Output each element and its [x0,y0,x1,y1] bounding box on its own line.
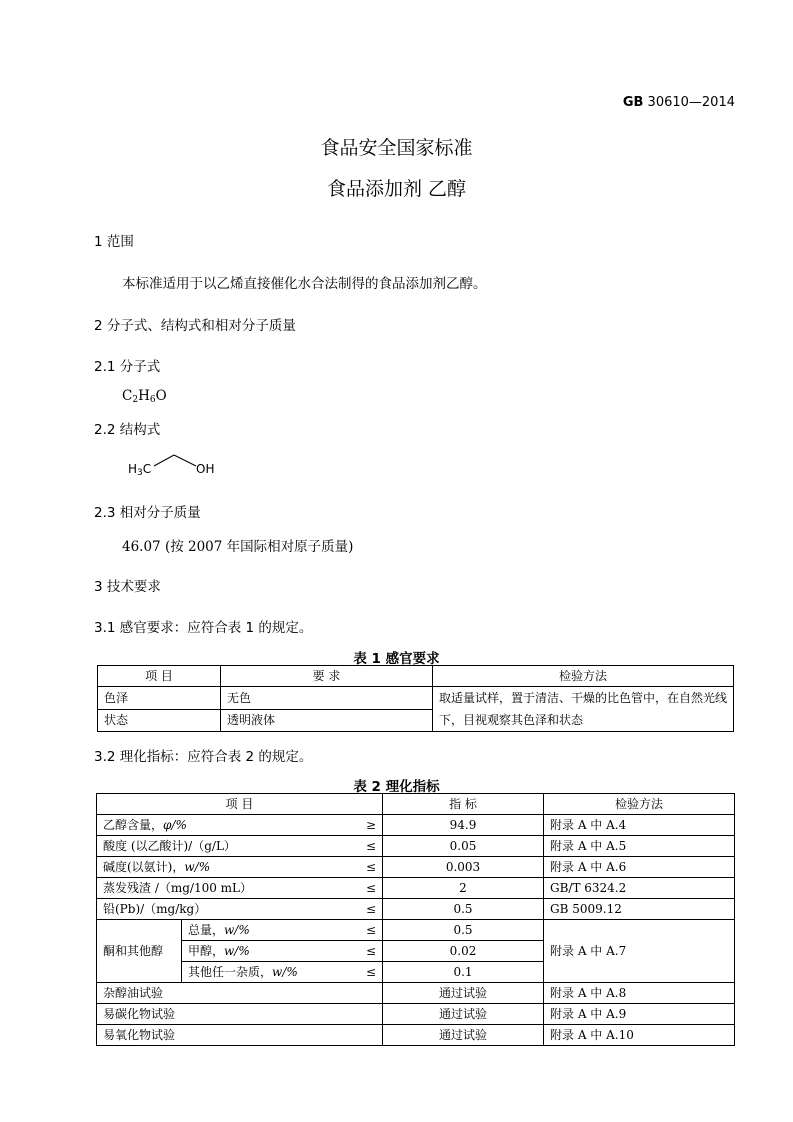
structure-left-group: $H_3C$ [128,462,152,478]
section-2-1-heading: 2.1 分子式 [94,359,161,375]
section-2-2-heading: 2.2 结构式 [94,422,161,438]
table-header-cell: 项 目 [98,666,221,687]
document-subtitle: 食品添加剂 乙醇 [326,178,467,200]
table-cell: 其他任一杂质，w/% [182,962,351,983]
table-cell: 状态 [98,709,221,732]
section-3-1-heading: 3.1 感官要求：应符合表 1 的规定。 [94,620,313,636]
table-cell: ≤ [350,857,383,878]
table-row [97,836,735,857]
table-cell: 甲醇，w/% [182,941,351,962]
table-header-cell: 项 目 [97,794,383,815]
table-cell: 酸度 (以乙酸计)/（g/L） [97,836,351,857]
section-3-heading: 3 技术要求 [94,579,161,595]
table-row [97,815,735,836]
table-cell: 0.1 [383,962,544,983]
physicochemical-table [96,793,735,1046]
table-cell: 94.9 [383,815,544,836]
table-cell: 2 [383,878,544,899]
table-cell: 0.5 [383,899,544,920]
table-cell: 附录 A 中 A.6 [544,857,735,878]
table-cell: 乙醇含量，φ/% [97,815,351,836]
table-cell: ≤ [350,836,383,857]
standard-code [623,95,735,110]
table-cell: 通过试验 [383,983,544,1004]
structure-hydroxyl: OH [196,462,215,476]
table-cell: 0.003 [383,857,544,878]
table-1-caption: 表 1 感官要求 [353,651,440,667]
standard-code-number: 30610—2014 [643,95,735,110]
molecular-weight-text: 46.07 (按 2007 年国际相对原子质量) [122,539,354,555]
standard-code-prefix: GB [622,95,644,110]
molecular-formula: $C_2H_6O$ [122,388,167,405]
section-2-heading: 2 分子式、结构式和相对分子质量 [94,318,296,334]
table-row [97,878,735,899]
table-cell: 透明液体 [221,709,433,732]
table-cell: 通过试验 [383,1025,544,1046]
table-row [97,1004,735,1025]
table-cell: 附录 A 中 A.10 [544,1025,735,1046]
table-cell: GB/T 6324.2 [544,878,735,899]
table-cell: 0.05 [383,836,544,857]
table-cell: 易碳化物试验 [97,1004,383,1025]
table-cell: 通过试验 [383,1004,544,1025]
section-1-text: 本标准适用于以乙烯直接催化水合法制得的食品添加剂乙醇。 [122,276,487,292]
table-cell: ≤ [350,899,383,920]
table-group-label: 酮和其他醇 [97,920,182,983]
table-cell: 附录 A 中 A.5 [544,836,735,857]
table-row [97,857,735,878]
table-cell: 色泽 [98,687,221,710]
sensory-table [97,665,734,732]
table-cell: 无色 [221,687,433,710]
section-3-2-heading: 3.2 理化指标：应符合表 2 的规定。 [94,749,313,765]
table-cell: 蒸发残渣 /（mg/100 mL） [97,878,351,899]
section-2-3-heading: 2.3 相对分子质量 [94,505,201,521]
table-cell: 附录 A 中 A.9 [544,1004,735,1025]
table-cell: ≥ [350,815,383,836]
table-cell: ≤ [350,962,383,983]
table-cell: 总量，w/% [182,920,351,941]
table-cell: 0.02 [383,941,544,962]
table-2-caption: 表 2 理化指标 [353,779,440,795]
table-row [97,1025,735,1046]
table-header-cell: 要 求 [221,666,433,687]
table-cell: GB 5009.12 [544,899,735,920]
document-title: 食品安全国家标准 [320,137,473,159]
table-cell: 附录 A 中 A.7 [544,920,735,983]
table-cell: 0.5 [383,920,544,941]
table-row [97,920,735,941]
table-row [97,899,735,920]
table-header-cell: 检验方法 [544,794,735,815]
table-cell: 铅(Pb)/（mg/kg） [97,899,351,920]
table-header-cell: 检验方法 [433,666,734,687]
table-cell: ≤ [350,920,383,941]
table-cell: 附录 A 中 A.8 [544,983,735,1004]
table-cell: 取适量试样，置于清洁、干燥的比色管中，在自然光线下，目视观察其色泽和状态 [433,687,734,732]
table-header-cell: 指 标 [383,794,544,815]
structure-bonds [152,452,202,474]
table-row [97,983,735,1004]
section-1-heading: 1 范围 [94,234,134,250]
table-cell: 杂醇油试验 [97,983,383,1004]
table-cell: 碱度(以氨计)，w/% [97,857,351,878]
table-cell: ≤ [350,941,383,962]
table-cell: ≤ [350,878,383,899]
table-cell: 附录 A 中 A.4 [544,815,735,836]
table-cell: 易氧化物试验 [97,1025,383,1046]
